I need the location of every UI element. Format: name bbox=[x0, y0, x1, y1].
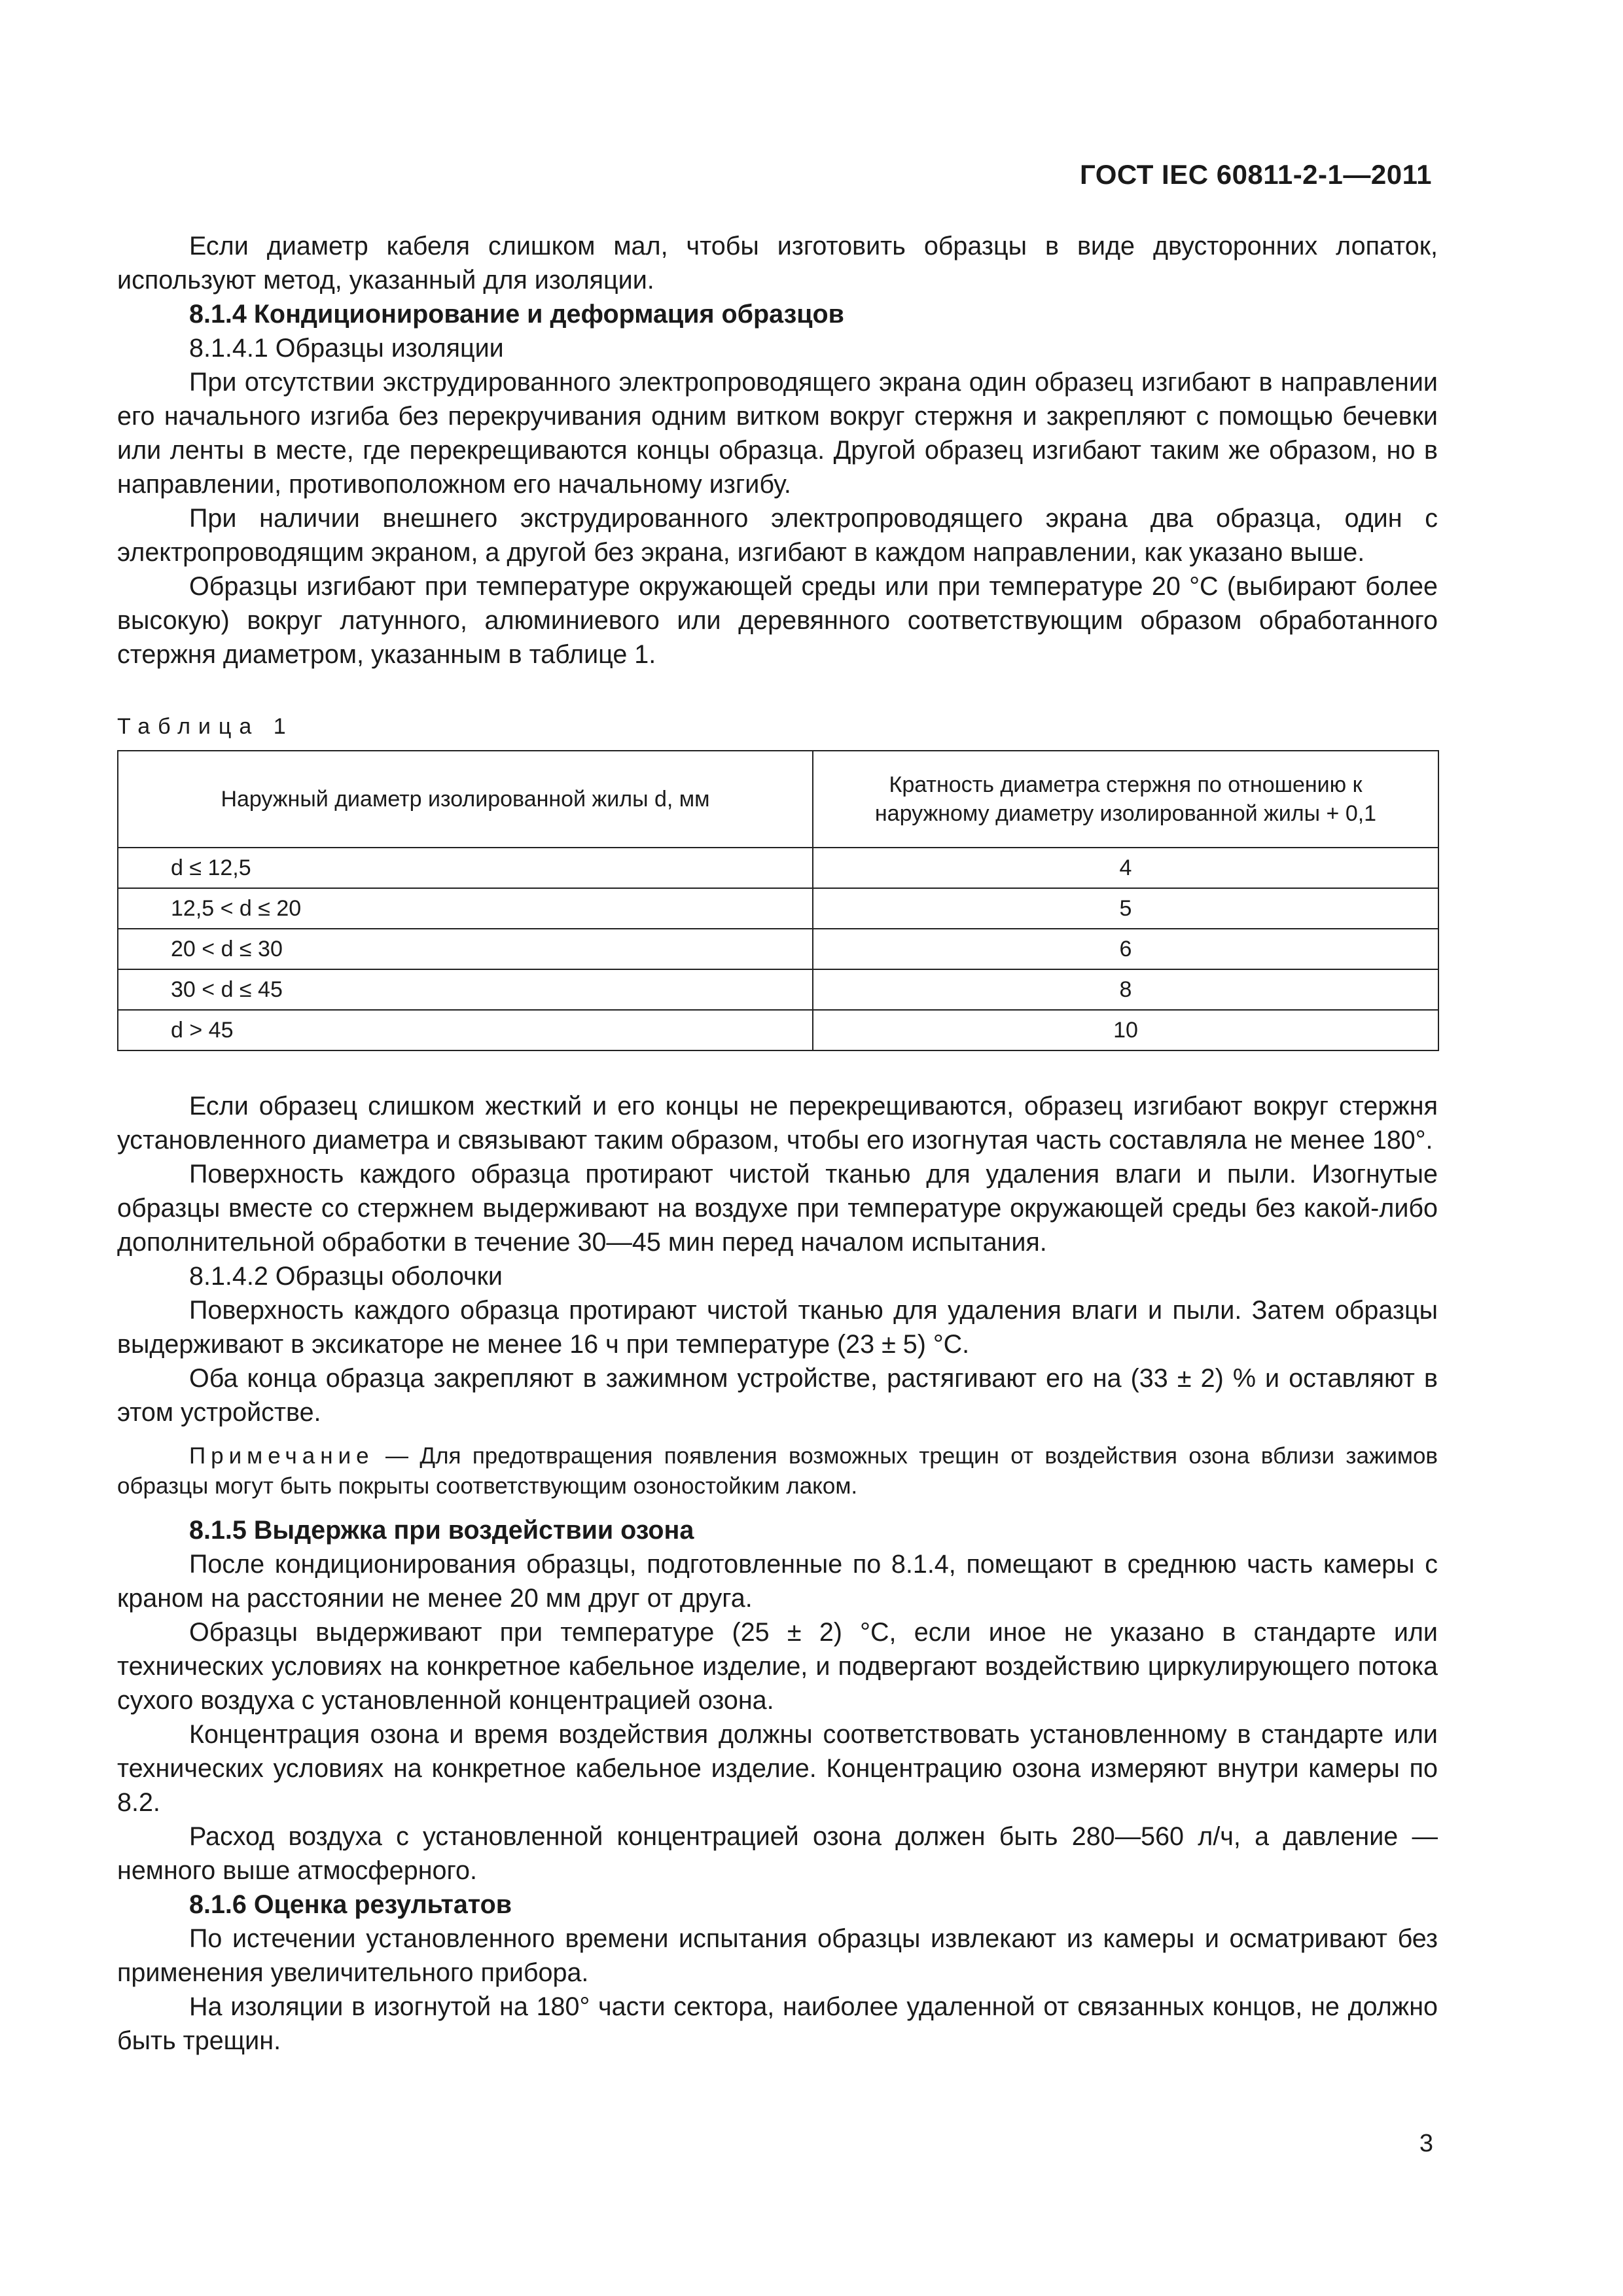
table-1 bbox=[117, 750, 1439, 1051]
paragraph: При отсутствии экструдированного электропроводящего экрана один образец изгибают в направлении его начального изгиба без перекручивания одним витком вокруг стержня и закрепляют с помощью бечевки или ленты в месте, где перекрещиваются концы образца. Другой образец изгибают таким же образом, но в направлении, противоположном его начальному изгибу. bbox=[117, 368, 1438, 499]
table-cell-value: 4 bbox=[813, 848, 1438, 888]
paragraph: По истечении установленного времени испытания образцы извлекают из камеры и осматривают без применения увеличительного прибора. bbox=[117, 1924, 1438, 1987]
table-cell-value: 6 bbox=[813, 929, 1438, 969]
table-cell-range: 12,5 < d ≤ 20 bbox=[118, 888, 813, 929]
page-content bbox=[117, 229, 1438, 2058]
table-row bbox=[118, 969, 1438, 1010]
paragraph: Расход воздуха с установленной концентрацией озона должен быть 280—560 л/ч, а давление — немного выше атмосферного. bbox=[117, 1822, 1438, 1885]
note-label: Примечание bbox=[189, 1443, 374, 1469]
paragraph: Концентрация озона и время воздействия должны соответствовать установленному в стандарте или технических условиях на конкретное кабельное изделие. Концентрацию озона измеряют внутри камеры по 8.2. bbox=[117, 1720, 1438, 1817]
note-text: — Для предотвращения появления возможных трещин от воздействия озона вблизи зажимов образцы могут быть покрыты соответствующим озоностойким лаком. bbox=[117, 1443, 1438, 1499]
paragraph: Если диаметр кабеля слишком мал, чтобы изготовить образцы в виде двусторонних лопаток, используют метод, указанный для изоляции. bbox=[117, 232, 1438, 295]
table-cell-value: 5 bbox=[813, 888, 1438, 929]
paragraph: На изоляции в изогнутой на 180° части сектора, наиболее удаленной от связанных концов, не должно быть трещин. bbox=[117, 1992, 1438, 2055]
table-row bbox=[118, 848, 1438, 888]
table-cell-range: 20 < d ≤ 30 bbox=[118, 929, 813, 969]
table-row bbox=[118, 1010, 1438, 1050]
note bbox=[117, 1441, 1438, 1501]
paragraph: Образцы изгибают при температуре окружающей среды или при температуре 20 °C (выбирают более высокую) вокруг латунного, алюминиевого или деревянного соответствующим образом обработанного стержня диаметром, указанным в таблице 1. bbox=[117, 572, 1438, 669]
table-cell-range: d > 45 bbox=[118, 1010, 813, 1050]
section-heading-8-1-4: 8.1.4 Кондиционирование и деформация образцов bbox=[189, 300, 844, 329]
table-row bbox=[118, 929, 1438, 969]
section-heading-8-1-5: 8.1.5 Выдержка при воздействии озона bbox=[189, 1516, 694, 1545]
paragraph: Образцы выдерживают при температуре (25 ± 2) °С, если иное не указано в стандарте или технических условиях на конкретное кабельное изделие, и подвергают воздействию циркулирующего потока сухого воздуха с установленной концентрацией озона. bbox=[117, 1618, 1438, 1715]
table-caption: Таблица 1 bbox=[117, 714, 294, 739]
paragraph: При наличии внешнего экструдированного электропроводящего экрана два образца, один с электропроводящим экраном, а другой без экрана, изгибают в каждом направлении, как указано выше. bbox=[117, 504, 1438, 567]
table-cell-value: 8 bbox=[813, 969, 1438, 1010]
subsection-heading-8-1-4-2: 8.1.4.2 Образцы оболочки bbox=[189, 1262, 503, 1291]
table-cell-value: 10 bbox=[813, 1010, 1438, 1050]
paragraph: После кондиционирования образцы, подготовленные по 8.1.4, помещают в среднюю часть камеры с краном на расстоянии не менее 20 мм друг от друга. bbox=[117, 1550, 1438, 1613]
table-header-row bbox=[118, 751, 1438, 848]
subsection-heading-8-1-4-1: 8.1.4.1 Образцы изоляции bbox=[189, 334, 504, 363]
table-row bbox=[118, 888, 1438, 929]
section-heading-8-1-6: 8.1.6 Оценка результатов bbox=[189, 1890, 512, 1919]
paragraph: Поверхность каждого образца протирают чистой тканью для удаления влаги и пыли. Затем образцы выдерживают в эксикаторе не менее 16 ч при температуре (23 ± 5) °С. bbox=[117, 1296, 1438, 1359]
column-header-mandrel-ratio: Кратность диаметра стержня по отношению к наружному диаметру изолированной жилы + 0,1 bbox=[813, 751, 1438, 848]
table-cell-range: d ≤ 12,5 bbox=[118, 848, 813, 888]
paragraph: Поверхность каждого образца протирают чистой тканью для удаления влаги и пыли. Изогнутые образцы вместе со стержнем выдерживают на воздухе при температуре окружающей среды без какой-либо дополнительной обработки в течение 30—45 мин перед началом испытания. bbox=[117, 1160, 1438, 1257]
paragraph: Если образец слишком жесткий и его концы не перекрещиваются, образец изгибают вокруг стержня установленного диаметра и связывают таким образом, чтобы его изогнутая часть составляла не менее 180°. bbox=[117, 1092, 1438, 1155]
standard-header: ГОСТ IEC 60811-2-1—2011 bbox=[1080, 159, 1432, 190]
table-cell-range: 30 < d ≤ 45 bbox=[118, 969, 813, 1010]
page-number: 3 bbox=[1419, 2130, 1433, 2157]
column-header-outer-diameter: Наружный диаметр изолированной жилы d, мм bbox=[118, 751, 813, 848]
paragraph: Оба конца образца закрепляют в зажимном устройстве, растягивают его на (33 ± 2) % и оставляют в этом устройстве. bbox=[117, 1364, 1438, 1427]
